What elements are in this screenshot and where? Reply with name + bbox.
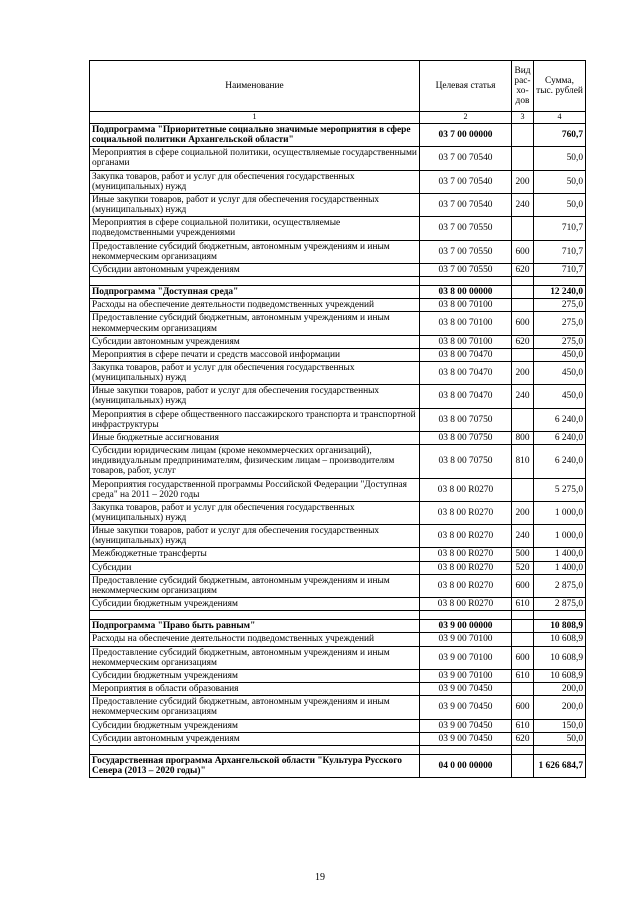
cell-name: Субсидии: [90, 561, 420, 574]
table-row: [90, 299, 586, 312]
cell-type: 610: [512, 719, 534, 732]
cell-code: 03 8 00 70470: [420, 361, 512, 384]
header-code: Целевая статья: [420, 61, 512, 112]
cell-type: [512, 299, 534, 312]
cell-code: 03 9 00 70100: [420, 646, 512, 669]
cell-sum: 200,0: [534, 683, 586, 696]
cell-type: [512, 745, 534, 754]
cell-type: 620: [512, 732, 534, 745]
cell-code: 03 9 00 70450: [420, 683, 512, 696]
cell-name: Расходы на обеспечение деятельности подведомственных учреждений: [90, 633, 420, 646]
cell-type: 500: [512, 548, 534, 561]
cell-type: [512, 620, 534, 633]
cell-type: [512, 277, 534, 286]
header-sum: Сумма, тыс. рублей: [534, 61, 586, 112]
table-row: [90, 574, 586, 597]
cell-sum: 6 240,0: [534, 445, 586, 478]
cell-name: Субсидии бюджетным учреждениям: [90, 598, 420, 611]
table-row: [90, 719, 586, 732]
cell-type: 600: [512, 646, 534, 669]
cell-code: 03 8 00 70750: [420, 408, 512, 431]
spacer-row: [90, 277, 586, 286]
cell-code: 03 8 00 70470: [420, 385, 512, 408]
cell-sum: 50,0: [534, 170, 586, 193]
cell-sum: 275,0: [534, 335, 586, 348]
col-number: 3: [512, 112, 534, 124]
cell-name: Субсидии бюджетным учреждениям: [90, 669, 420, 682]
table-row: [90, 335, 586, 348]
cell-type: 620: [512, 263, 534, 276]
table-body: [90, 124, 586, 778]
cell-code: 03 7 00 70550: [420, 217, 512, 240]
cell-sum: 10 608,9: [534, 646, 586, 669]
cell-sum: 50,0: [534, 147, 586, 170]
cell-sum: 2 875,0: [534, 598, 586, 611]
cell-type: 800: [512, 431, 534, 444]
cell-code: 03 8 00 R0270: [420, 561, 512, 574]
cell-sum: 5 275,0: [534, 478, 586, 501]
cell-name: Мероприятия в сфере печати и средств массовой информации: [90, 348, 420, 361]
cell-sum: 150,0: [534, 719, 586, 732]
cell-sum: 50,0: [534, 732, 586, 745]
cell-sum: 1 000,0: [534, 501, 586, 524]
cell-name: Мероприятия в сфере социальной политики, осуществляемые подведомственными учреждениями: [90, 217, 420, 240]
cell-code: 03 8 00 R0270: [420, 574, 512, 597]
cell-sum: 450,0: [534, 348, 586, 361]
cell-type: [512, 286, 534, 299]
cell-name: Иные бюджетные ассигнования: [90, 431, 420, 444]
col-number: 2: [420, 112, 512, 124]
table-row: [90, 445, 586, 478]
cell-sum: [534, 611, 586, 620]
cell-type: 600: [512, 696, 534, 719]
cell-type: 610: [512, 598, 534, 611]
table-row: [90, 217, 586, 240]
cell-name: Подпрограмма "Доступная среда": [90, 286, 420, 299]
cell-sum: 1 000,0: [534, 525, 586, 548]
cell-code: 03 7 00 70540: [420, 193, 512, 216]
cell-sum: 710,7: [534, 263, 586, 276]
cell-type: 600: [512, 574, 534, 597]
cell-name: Иные закупки товаров, работ и услуг для обеспечения государственных (муниципальных) нужд: [90, 385, 420, 408]
cell-name: [90, 611, 420, 620]
cell-code: 03 9 00 70450: [420, 719, 512, 732]
cell-name: Предоставление субсидий бюджетным, автономным учреждениям и иным некоммерческим организациям: [90, 312, 420, 335]
cell-sum: 6 240,0: [534, 431, 586, 444]
cell-type: [512, 408, 534, 431]
cell-sum: [534, 277, 586, 286]
cell-sum: 50,0: [534, 193, 586, 216]
table-row: [90, 348, 586, 361]
cell-name: Закупка товаров, работ и услуг для обеспечения государственных (муниципальных) нужд: [90, 361, 420, 384]
cell-sum: [534, 745, 586, 754]
table-row: [90, 696, 586, 719]
cell-code: 03 8 00 R0270: [420, 525, 512, 548]
cell-name: Субсидии автономным учреждениям: [90, 732, 420, 745]
cell-type: 200: [512, 361, 534, 384]
cell-code: 03 7 00 70550: [420, 240, 512, 263]
cell-code: 03 8 00 70750: [420, 431, 512, 444]
cell-type: 620: [512, 335, 534, 348]
cell-sum: 760,7: [534, 124, 586, 147]
cell-code: [420, 277, 512, 286]
cell-type: [512, 217, 534, 240]
cell-type: 200: [512, 170, 534, 193]
table-row: [90, 361, 586, 384]
table-row: [90, 478, 586, 501]
cell-sum: 710,7: [534, 217, 586, 240]
cell-name: Подпрограмма "Право быть равным": [90, 620, 420, 633]
cell-type: 520: [512, 561, 534, 574]
cell-code: 03 8 00 R0270: [420, 501, 512, 524]
table-row: [90, 263, 586, 276]
cell-name: Мероприятия в области образования: [90, 683, 420, 696]
cell-code: 03 8 00 70470: [420, 348, 512, 361]
cell-name: Мероприятия в сфере общественного пассажирского транспорта и транспортной инфраструктуры: [90, 408, 420, 431]
cell-code: 03 8 00 R0270: [420, 598, 512, 611]
spacer-row: [90, 611, 586, 620]
cell-type: [512, 478, 534, 501]
column-numbers-row: [90, 112, 586, 124]
cell-code: 03 9 00 00000: [420, 620, 512, 633]
cell-sum: 1 400,0: [534, 561, 586, 574]
cell-type: 810: [512, 445, 534, 478]
col-number: 1: [90, 112, 420, 124]
table-row: [90, 561, 586, 574]
cell-sum: 12 240,0: [534, 286, 586, 299]
cell-sum: 710,7: [534, 240, 586, 263]
cell-type: [512, 683, 534, 696]
cell-type: 200: [512, 501, 534, 524]
cell-sum: 1 400,0: [534, 548, 586, 561]
cell-name: Предоставление субсидий бюджетным, автономным учреждениям и иным некоммерческим организациям: [90, 240, 420, 263]
table-row: [90, 548, 586, 561]
cell-name: Закупка товаров, работ и услуг для обеспечения государственных (муниципальных) нужд: [90, 170, 420, 193]
cell-name: Мероприятия государственной программы Российской Федерации "Доступная среда" на 2011 – 2020 годы: [90, 478, 420, 501]
col-number: 4: [534, 112, 586, 124]
cell-sum: 275,0: [534, 299, 586, 312]
cell-sum: 10 608,9: [534, 633, 586, 646]
cell-name: [90, 277, 420, 286]
cell-sum: 450,0: [534, 361, 586, 384]
table-row: [90, 501, 586, 524]
cell-name: Иные закупки товаров, работ и услуг для обеспечения государственных (муниципальных) нужд: [90, 525, 420, 548]
cell-code: [420, 745, 512, 754]
table-row: [90, 646, 586, 669]
cell-code: 03 8 00 00000: [420, 286, 512, 299]
cell-sum: 1 626 684,7: [534, 754, 586, 777]
cell-sum: 275,0: [534, 312, 586, 335]
cell-name: Подпрограмма "Приоритетные социально значимые мероприятия в сфере социальной политики Архангельской области": [90, 124, 420, 147]
table-row: [90, 732, 586, 745]
table-row: [90, 286, 586, 299]
cell-name: Расходы на обеспечение деятельности подведомственных учреждений: [90, 299, 420, 312]
table-header-row: [90, 61, 586, 112]
cell-name: Субсидии бюджетным учреждениям: [90, 719, 420, 732]
cell-sum: 10 608,9: [534, 669, 586, 682]
cell-sum: 10 808,9: [534, 620, 586, 633]
cell-type: 610: [512, 669, 534, 682]
cell-code: 03 7 00 70540: [420, 170, 512, 193]
cell-code: 03 9 00 70100: [420, 669, 512, 682]
cell-type: 600: [512, 240, 534, 263]
table-row: [90, 170, 586, 193]
cell-name: Предоставление субсидий бюджетным, автономным учреждениям и иным некоммерческим организациям: [90, 696, 420, 719]
table-row: [90, 683, 586, 696]
cell-code: 03 7 00 00000: [420, 124, 512, 147]
cell-sum: 450,0: [534, 385, 586, 408]
table-row: [90, 633, 586, 646]
table-row: [90, 385, 586, 408]
cell-type: [512, 124, 534, 147]
cell-type: 240: [512, 193, 534, 216]
table-row: [90, 669, 586, 682]
cell-type: [512, 754, 534, 777]
cell-name: [90, 745, 420, 754]
cell-code: 03 8 00 70100: [420, 312, 512, 335]
table-row: [90, 124, 586, 147]
table-row: [90, 408, 586, 431]
cell-name: Государственная программа Архангельской области "Культура Русского Севера (2013 – 2020 годы)": [90, 754, 420, 777]
cell-type: [512, 147, 534, 170]
cell-sum: 200,0: [534, 696, 586, 719]
cell-code: 03 8 00 70750: [420, 445, 512, 478]
cell-name: Закупка товаров, работ и услуг для обеспечения государственных (муниципальных) нужд: [90, 501, 420, 524]
cell-name: Субсидии автономным учреждениям: [90, 335, 420, 348]
table-row: [90, 525, 586, 548]
table-row: [90, 620, 586, 633]
cell-type: [512, 348, 534, 361]
cell-code: 03 9 00 70100: [420, 633, 512, 646]
cell-type: 240: [512, 525, 534, 548]
page-number: 19: [315, 872, 325, 883]
cell-type: [512, 633, 534, 646]
cell-code: 04 0 00 00000: [420, 754, 512, 777]
table-row: [90, 312, 586, 335]
cell-name: Предоставление субсидий бюджетным, автономным учреждениям и иным некоммерческим организациям: [90, 574, 420, 597]
cell-name: Субсидии юридическим лицам (кроме некоммерческих организаций), индивидуальным предпринимателям, физическим лицам – производителям товаров, работ, услуг: [90, 445, 420, 478]
cell-code: 03 7 00 70540: [420, 147, 512, 170]
table-row: [90, 193, 586, 216]
cell-name: Иные закупки товаров, работ и услуг для обеспечения государственных (муниципальных) нужд: [90, 193, 420, 216]
cell-code: 03 7 00 70550: [420, 263, 512, 276]
cell-type: [512, 611, 534, 620]
table-row: [90, 431, 586, 444]
cell-type: 600: [512, 312, 534, 335]
header-type: Вид рас-хо-дов: [512, 61, 534, 112]
cell-code: 03 8 00 70100: [420, 299, 512, 312]
cell-type: 240: [512, 385, 534, 408]
cell-code: 03 9 00 70450: [420, 732, 512, 745]
header-name: Наименование: [90, 61, 420, 112]
cell-sum: 6 240,0: [534, 408, 586, 431]
cell-code: [420, 611, 512, 620]
cell-name: Межбюджетные трансферты: [90, 548, 420, 561]
cell-code: 03 8 00 R0270: [420, 548, 512, 561]
cell-name: Субсидии автономным учреждениям: [90, 263, 420, 276]
table-row: [90, 147, 586, 170]
table-row: [90, 754, 586, 777]
cell-name: Мероприятия в сфере социальной политики, осуществляемые государственными органами: [90, 147, 420, 170]
cell-name: Предоставление субсидий бюджетным, автономным учреждениям и иным некоммерческим организациям: [90, 646, 420, 669]
table-row: [90, 240, 586, 263]
table-row: [90, 598, 586, 611]
cell-code: 03 8 00 R0270: [420, 478, 512, 501]
cell-code: 03 8 00 70100: [420, 335, 512, 348]
budget-table: [89, 60, 586, 778]
cell-sum: 2 875,0: [534, 574, 586, 597]
spacer-row: [90, 745, 586, 754]
cell-code: 03 9 00 70450: [420, 696, 512, 719]
